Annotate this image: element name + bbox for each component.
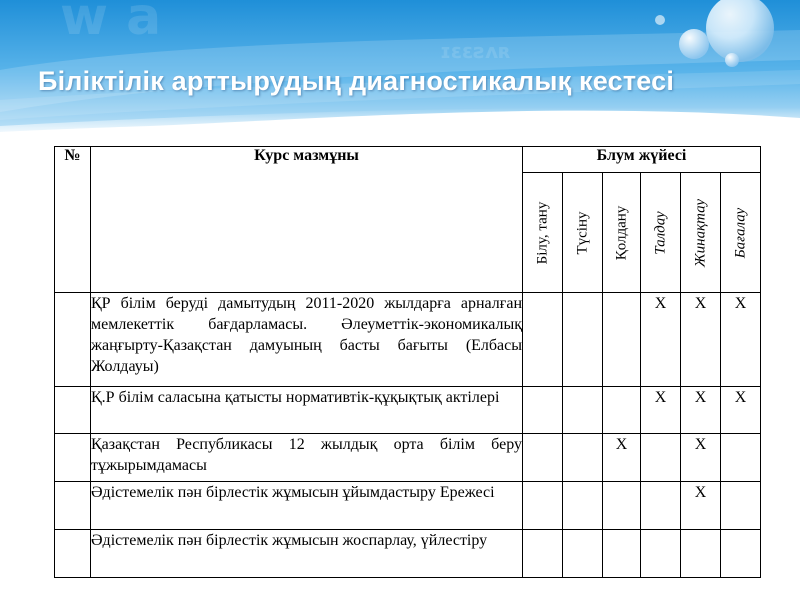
mark-cell (603, 530, 641, 578)
row-number (55, 530, 91, 578)
mark-cell: X (681, 293, 721, 387)
course-cell: Қазақстан Республикасы 12 жылдық орта білім беру тұжырымдамасы (91, 434, 523, 482)
mark-cell (563, 530, 603, 578)
bloom-level-label: Бағалау (732, 207, 749, 258)
bloom-level-label: Жинақтау (692, 198, 708, 267)
slide-title: Біліктілік арттырудың диагностикалық кестесі (38, 66, 675, 96)
row-number (55, 434, 91, 482)
bloom-level-evaluation (721, 173, 761, 293)
header-banner (0, 0, 800, 140)
bloom-level-application (603, 173, 641, 293)
number-header: № (55, 147, 91, 293)
course-cell: ҚР білім беруді дамытудың 2011-2020 жылдарға арналған мемлекеттік бағдарламасы. Әлеуметтік-экономикалық жаңғырту-Қазақстан дамуының басты бағыты (Елбасы Жолдауы) (91, 293, 523, 387)
table-row (55, 482, 761, 530)
course-cell: Қ.Р білім саласына қатысты нормативтік-құқықтық актілері (91, 387, 523, 434)
mark-cell (603, 387, 641, 434)
row-number (55, 293, 91, 387)
mark-cell (681, 530, 721, 578)
svg-text:ɪɛɛƨʌʀ: ɪɛɛƨʌʀ (440, 39, 511, 63)
mark-cell: X (721, 293, 761, 387)
row-number (55, 482, 91, 530)
mark-cell (523, 387, 563, 434)
mark-cell: X (603, 434, 641, 482)
bloom-level-label: Қолдану (613, 205, 629, 260)
bloom-level-knowledge (523, 173, 563, 293)
mark-cell: X (681, 434, 721, 482)
mark-cell (523, 293, 563, 387)
mark-cell (563, 482, 603, 530)
bloom-level-analysis (641, 173, 681, 293)
mark-cell: X (681, 387, 721, 434)
bloom-level-understanding (563, 173, 603, 293)
course-content-header: Курс мазмұны (91, 147, 523, 293)
mark-cell: X (721, 387, 761, 434)
mark-cell: X (641, 387, 681, 434)
mark-cell (563, 293, 603, 387)
bloom-level-label: Талдау (652, 210, 668, 255)
bloom-system-header: Блум жүйесі (523, 147, 761, 173)
course-cell: Әдістемелік пән бірлестік жұмысын ұйымдастыру Ережесі (91, 482, 523, 530)
mark-cell (641, 530, 681, 578)
mark-cell (523, 434, 563, 482)
mark-cell (721, 530, 761, 578)
row-number (55, 387, 91, 434)
diagnostic-table (54, 146, 761, 578)
mark-cell (721, 482, 761, 530)
bloom-level-synthesis (681, 173, 721, 293)
mark-cell (641, 482, 681, 530)
mark-cell (721, 434, 761, 482)
table-row (55, 530, 761, 578)
mark-cell: X (641, 293, 681, 387)
bloom-level-label: Білу, тану (534, 201, 550, 264)
svg-text:w a: w a (60, 0, 162, 47)
table-row (55, 434, 761, 482)
table-row (55, 387, 761, 434)
mark-cell (641, 434, 681, 482)
mark-cell: X (681, 482, 721, 530)
mark-cell (603, 482, 641, 530)
table-row (55, 293, 761, 387)
mark-cell (563, 387, 603, 434)
bloom-level-label: Түсіну (574, 210, 590, 255)
mark-cell (523, 482, 563, 530)
table-header-row-top (55, 147, 761, 173)
course-cell: Әдістемелік пән бірлестік жұмысын жоспарлау, үйлестіру (91, 530, 523, 578)
mark-cell (563, 434, 603, 482)
mark-cell (603, 293, 641, 387)
mark-cell (523, 530, 563, 578)
